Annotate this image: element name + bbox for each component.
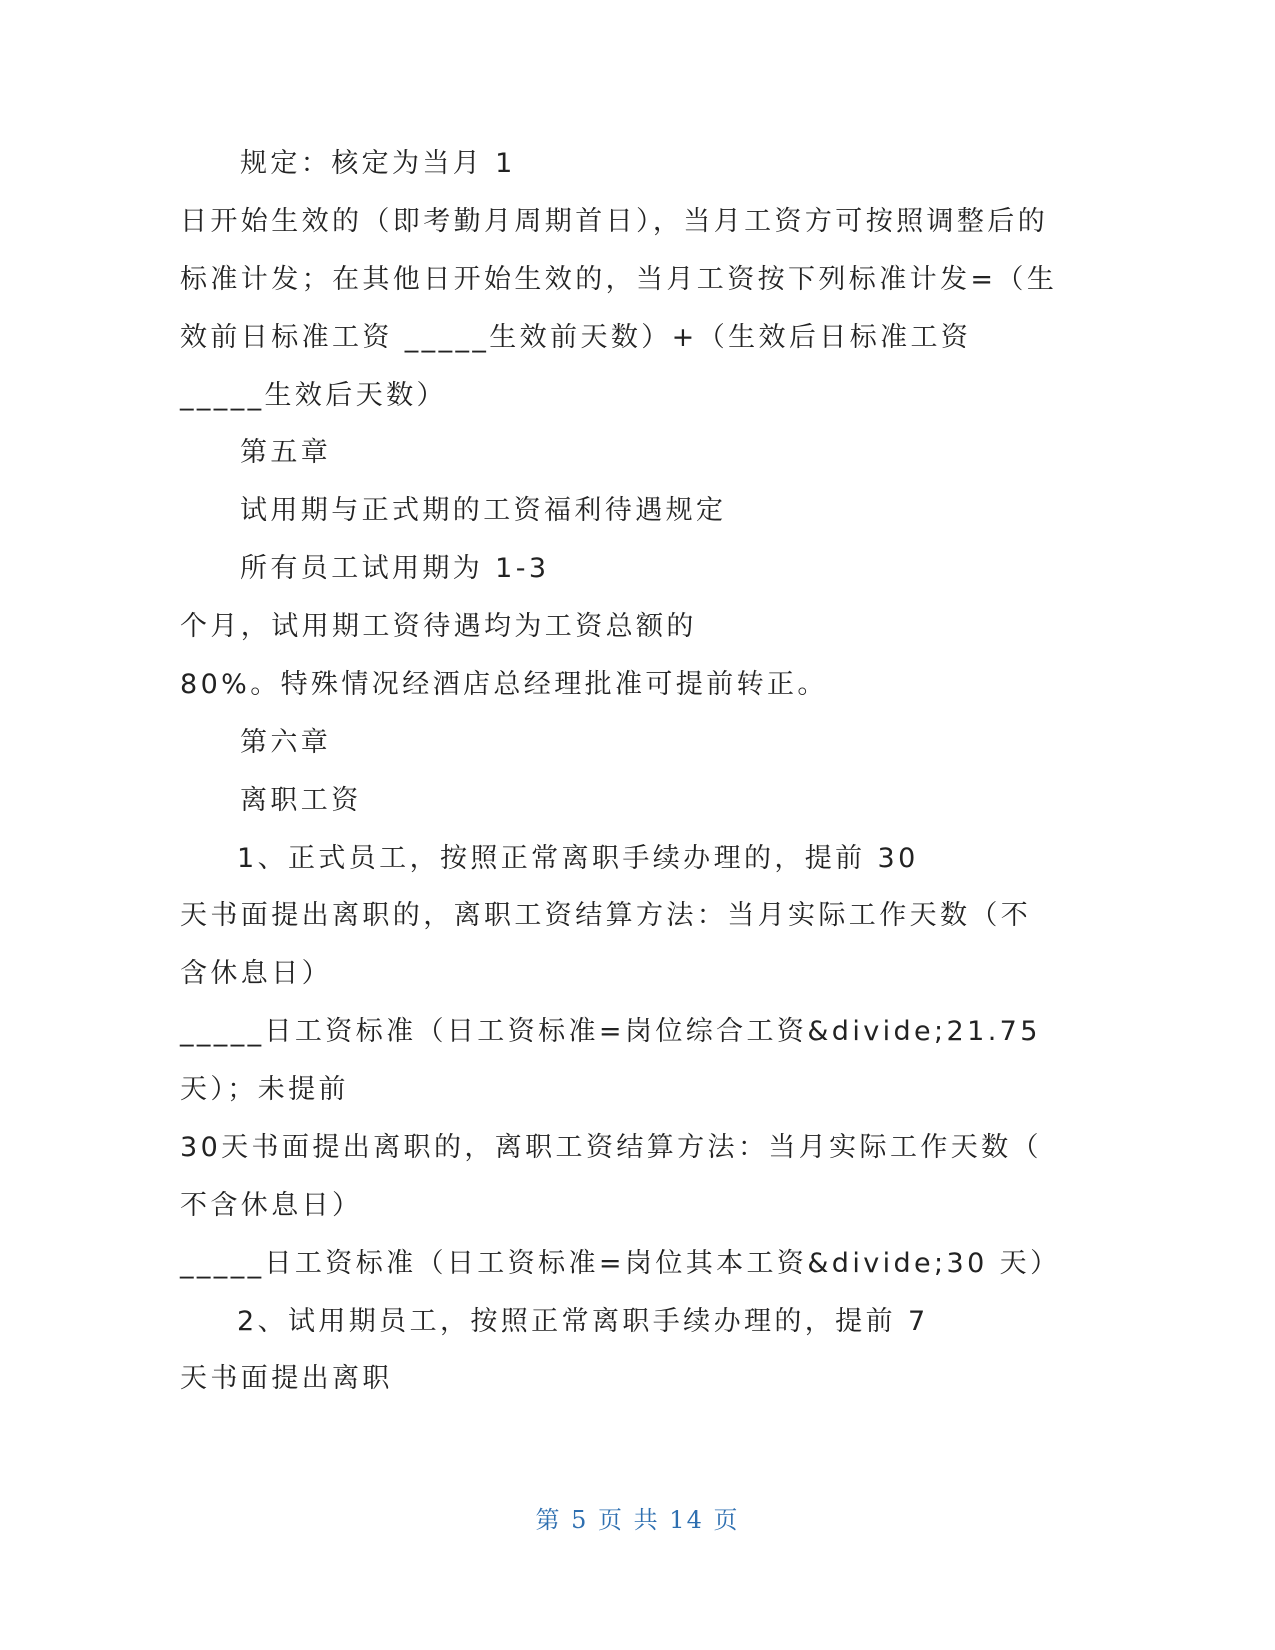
chapter-six-heading: 第六章 [240,727,332,758]
text-line-4: 效前日标准工资 _____生效前天数）+（生效后日标准工资 [180,322,972,353]
page-number-footer: 第 5 页 共 14 页 [535,1506,740,1534]
chapter-five-title: 试用期与正式期的工资福利待遇规定 [240,495,727,526]
text-line-2: 日开始生效的（即考勤月周期首日），当月工资方可按照调整后的 [180,206,1049,237]
text-line-15: 含休息日） [180,958,332,989]
text-line-16: _____日工资标准（日工资标准=岗位综合工资&divide;21.75 [180,1016,1041,1047]
text-line-14: 天书面提出离职的，离职工资结算方法：当月实际工作天数（不 [180,900,1032,931]
text-line-18: 30天书面提出离职的，离职工资结算方法：当月实际工作天数（ [180,1132,1042,1163]
text-line-1: 规定：核定为当月 1 [240,148,516,179]
text-line-3: 标准计发；在其他日开始生效的，当月工资按下列标准计发=（生 [180,264,1058,295]
chapter-six-title: 离职工资 [240,785,362,816]
text-line-8: 所有员工试用期为 1-3 [240,553,550,584]
text-line-20: _____日工资标准（日工资标准=岗位其本工资&divide;30 天） [180,1248,1061,1279]
text-line-9: 个月，试用期工资待遇均为工资总额的 [180,611,697,642]
chapter-five-heading: 第五章 [240,437,332,468]
text-line-22: 天书面提出离职 [180,1363,393,1394]
text-line-17: 天）；未提前 [180,1074,349,1105]
text-line-21: 2、试用期员工，按照正常离职手续办理的，提前 7 [237,1306,929,1337]
text-line-5: _____生效后天数） [180,380,447,411]
text-line-10: 80%。特殊情况经酒店总经理批准可提前转正。 [180,669,828,700]
text-line-19: 不含休息日） [180,1190,363,1221]
text-line-13: 1、正式员工，按照正常离职手续办理的，提前 30 [237,843,919,874]
